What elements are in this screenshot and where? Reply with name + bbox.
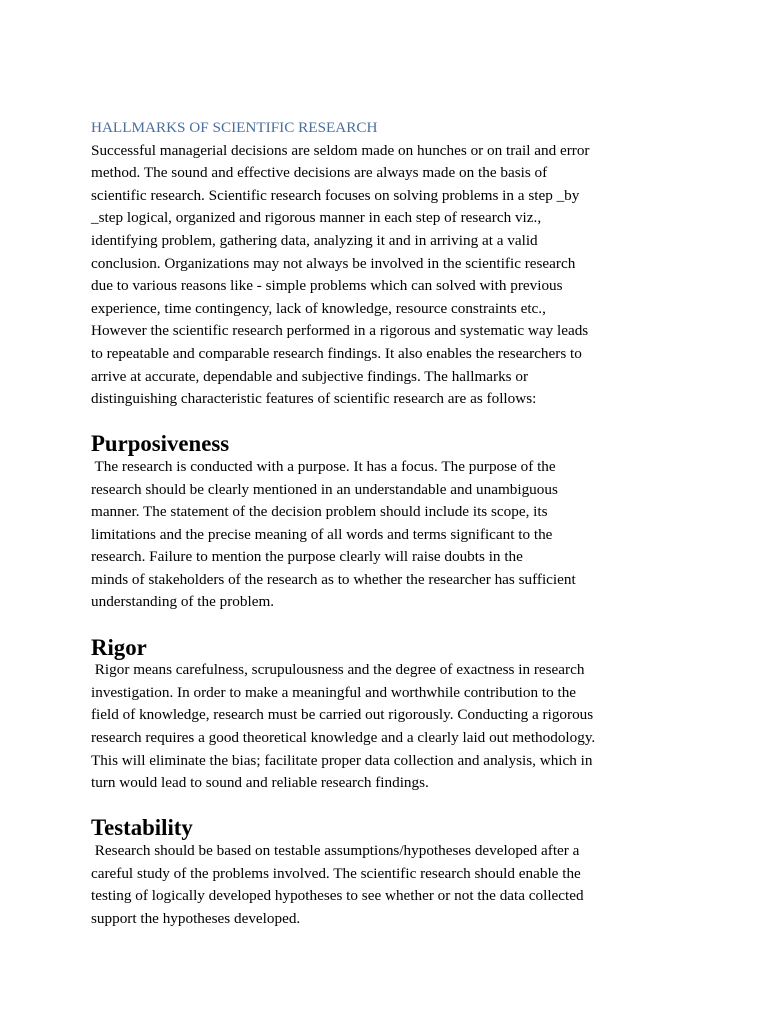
text-line: _step logical, organized and rigorous manner in each step of research viz., (91, 209, 542, 227)
text-line: support the hypotheses developed. (91, 909, 301, 927)
intro-paragraph (91, 140, 681, 411)
text-line: method. The sound and effective decisions are always made on the basis of (91, 164, 548, 182)
text-line: minds of stakeholders of the research as to whether the researcher has sufficient (91, 570, 576, 588)
section-paragraph-rigor (91, 659, 681, 795)
text-line: The research is conducted with a purpose. It has a focus. The purpose of the (91, 457, 556, 475)
section-paragraph-testability (91, 840, 681, 930)
text-line: conclusion. Organizations may not always be involved in the scientific research (91, 254, 576, 272)
text-line: Research should be based on testable assumptions/hypotheses developed after a (91, 842, 580, 859)
section-paragraph-purposiveness (91, 456, 681, 614)
text-line: research. Failure to mention the purpose clearly will raise doubts in the (91, 548, 523, 566)
section-heading-purposiveness: Purposiveness (91, 431, 230, 457)
text-line: experience, time contingency, lack of knowledge, resource constraints etc., (91, 299, 546, 317)
section-heading-testability: Testability (91, 815, 193, 841)
section-heading-rigor: Rigor (91, 634, 147, 660)
text-line: limitations and the precise meaning of all words and terms significant to the (91, 525, 553, 543)
text-line: research requires a good theoretical knowledge and a clearly laid out methodology. (91, 729, 596, 747)
text-line: distinguishing characteristic features of scientific research are as follows: (91, 390, 537, 408)
text-line: turn would lead to sound and reliable research findings. (91, 774, 429, 792)
document-title: HALLMARKS OF SCIENTIFIC RESEARCH (91, 119, 378, 136)
text-line: careful study of the problems involved. The scientific research should enable the (91, 864, 581, 882)
text-line: understanding of the problem. (91, 593, 275, 611)
text-line: scientific research. Scientific research focuses on solving problems in a step _by (91, 186, 580, 204)
text-line: field of knowledge, research must be carried out rigorously. Conducting a rigorous (91, 706, 594, 724)
text-line: Rigor means carefulness, scrupulousness and the degree of exactness in research (91, 661, 585, 679)
text-line: due to various reasons like - simple problems which can solved with previous (91, 277, 563, 295)
text-line: This will eliminate the bias; facilitate proper data collection and analysis, which in (91, 751, 593, 769)
text-line: Successful managerial decisions are seldom made on hunches or on trail and error (91, 141, 590, 159)
text-line: arrive at accurate, dependable and subjective findings. The hallmarks or (91, 367, 529, 385)
text-line: to repeatable and comparable research findings. It also enables the researchers to (91, 344, 582, 362)
text-line: testing of logically developed hypotheses to see whether or not the data collected (91, 887, 584, 905)
text-line: research should be clearly mentioned in an understandable and unambiguous (91, 480, 558, 498)
text-line: identifying problem, gathering data, analyzing it and in arriving at a valid (91, 231, 538, 249)
text-line: investigation. In order to make a meaningful and worthwhile contribution to the (91, 683, 577, 701)
document-page (91, 117, 681, 930)
text-line: However the scientific research performed in a rigorous and systematic way leads (91, 322, 589, 340)
text-line: manner. The statement of the decision problem should include its scope, its (91, 503, 548, 521)
